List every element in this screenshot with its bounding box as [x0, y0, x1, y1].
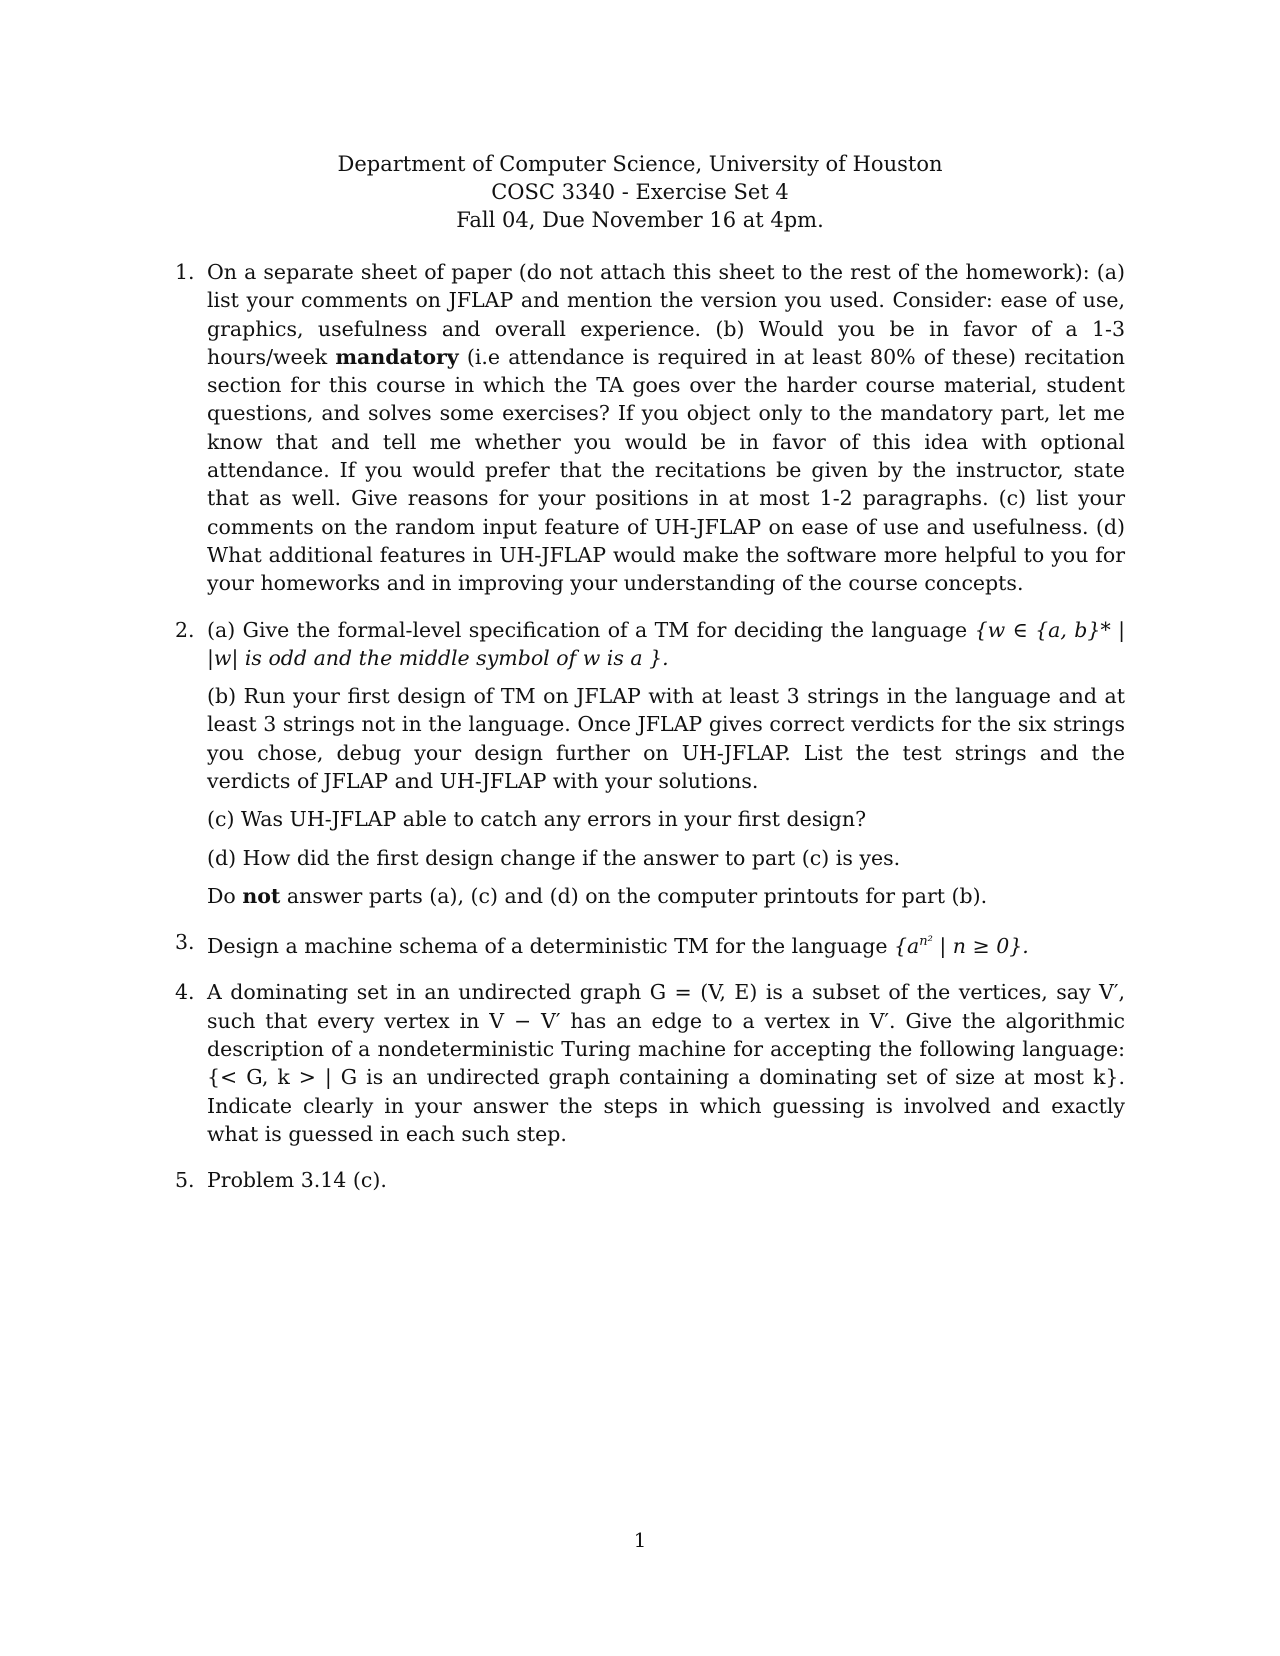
- problem-2-part-a: [207, 616, 1125, 673]
- header-course: COSC 3340 - Exercise Set 4: [491, 180, 789, 204]
- problem-4-text: A dominating set in an undirected graph G = (V, E) is a subset of the vertices, say V′, such that every vertex in V − V′ has an edge to a vertex in V′. Give the algorithmic description of a nondeterministic Turing machine for accepting the following language: {< G, k > | G is an undirected graph containing a dominating set of size at most k}. Indicate clearly in your answer the steps in which guessing is involved and exactly what is guessed in each such step.: [207, 980, 1125, 1146]
- problem-number: 2.: [175, 617, 195, 642]
- problem-3-text: [207, 928, 1125, 960]
- problem-1-text: [207, 258, 1125, 598]
- problem-2-note-bold: not: [242, 883, 281, 908]
- problem-3-math-exponent: n²: [919, 934, 933, 950]
- problem-5: [175, 1166, 1125, 1194]
- problem-2-part-a-text: (a) Give the formal-level specification of a TM for deciding the language: [207, 617, 968, 642]
- problem-3-text-body: Design a machine schema of a deterministic TM for the language: [207, 934, 888, 959]
- problem-2-part-c: (c) Was UH-JFLAP able to catch any errors in your first design?: [207, 807, 867, 832]
- problem-2-note-prefix: Do: [207, 883, 236, 908]
- problem-1: [175, 258, 1125, 598]
- problem-4: [175, 978, 1125, 1148]
- problem-3-math-base: {a: [894, 934, 920, 959]
- header-department: Department of Computer Science, University of Houston: [337, 152, 943, 176]
- problem-3-language-set: [894, 934, 1029, 958]
- problem-number: 4.: [175, 980, 195, 1005]
- problem-number: 1.: [175, 260, 195, 284]
- header-due-date: Fall 04, Due November 16 at 4pm.: [456, 208, 824, 232]
- problem-list: [175, 258, 1125, 1212]
- problem-1-text-b: (i.e attendance is required in at least 80% of these) recitation section for this course in which the TA goes over the harder course material, student questions, and solves some exercises? If you object only to the mandatory part, let me know that and tell me whether you would be in favor of this idea with optional attendance. If you would prefer that the recitations be given by the instructor, state that as well. Give reasons for your positions in at most 1-2 paragraphs. (c) list your comments on the random input feature of UH-JFLAP on ease of use and usefulness. (d) What additional features in UH-JFLAP would make the software more helpful to you for your homeworks and in improving your understanding of the course concepts.: [207, 344, 1125, 596]
- problem-1-text-a: On a separate sheet of paper (do not attach this sheet to the rest of the homework): (a) list your comments on JFLAP and mention the version you used. Consider: ease of use, graphics, usefulness and overall experience. (b) Would you be in favor of a 1-3 hours/week: [207, 260, 1125, 369]
- document-header: [0, 150, 1280, 234]
- problem-number: 5.: [175, 1168, 195, 1193]
- problem-2-part-b: (b) Run your first design of TM on JFLAP with at least 3 strings in the language and at least 3 strings not in the language. Once JFLAP gives correct verdicts for the six strings you chose, debug your design further on UH-JFLAP. List the test strings and the verdicts of JFLAP and UH-JFLAP with your solutions.: [207, 684, 1125, 794]
- problem-3: [175, 928, 1125, 960]
- page-number: 1: [633, 1528, 647, 1552]
- problem-2-language-set: {w ∈ {a, b}* | |w| is odd and the middle symbol of w is a }.: [207, 617, 1125, 670]
- problem-number: 3.: [175, 930, 195, 955]
- problem-3-math-rest: | n ≥ 0}.: [932, 934, 1029, 959]
- problem-1-bold-word: mandatory: [335, 344, 459, 369]
- problem-5-text: Problem 3.14 (c).: [207, 1168, 387, 1193]
- problem-2-note: [207, 882, 1125, 910]
- problem-2-note-suffix: answer parts (a), (c) and (d) on the computer printouts for part (b).: [286, 883, 988, 908]
- problem-2-part-d: (d) How did the first design change if the answer to part (c) is yes.: [207, 845, 901, 870]
- problem-2: [175, 616, 1125, 911]
